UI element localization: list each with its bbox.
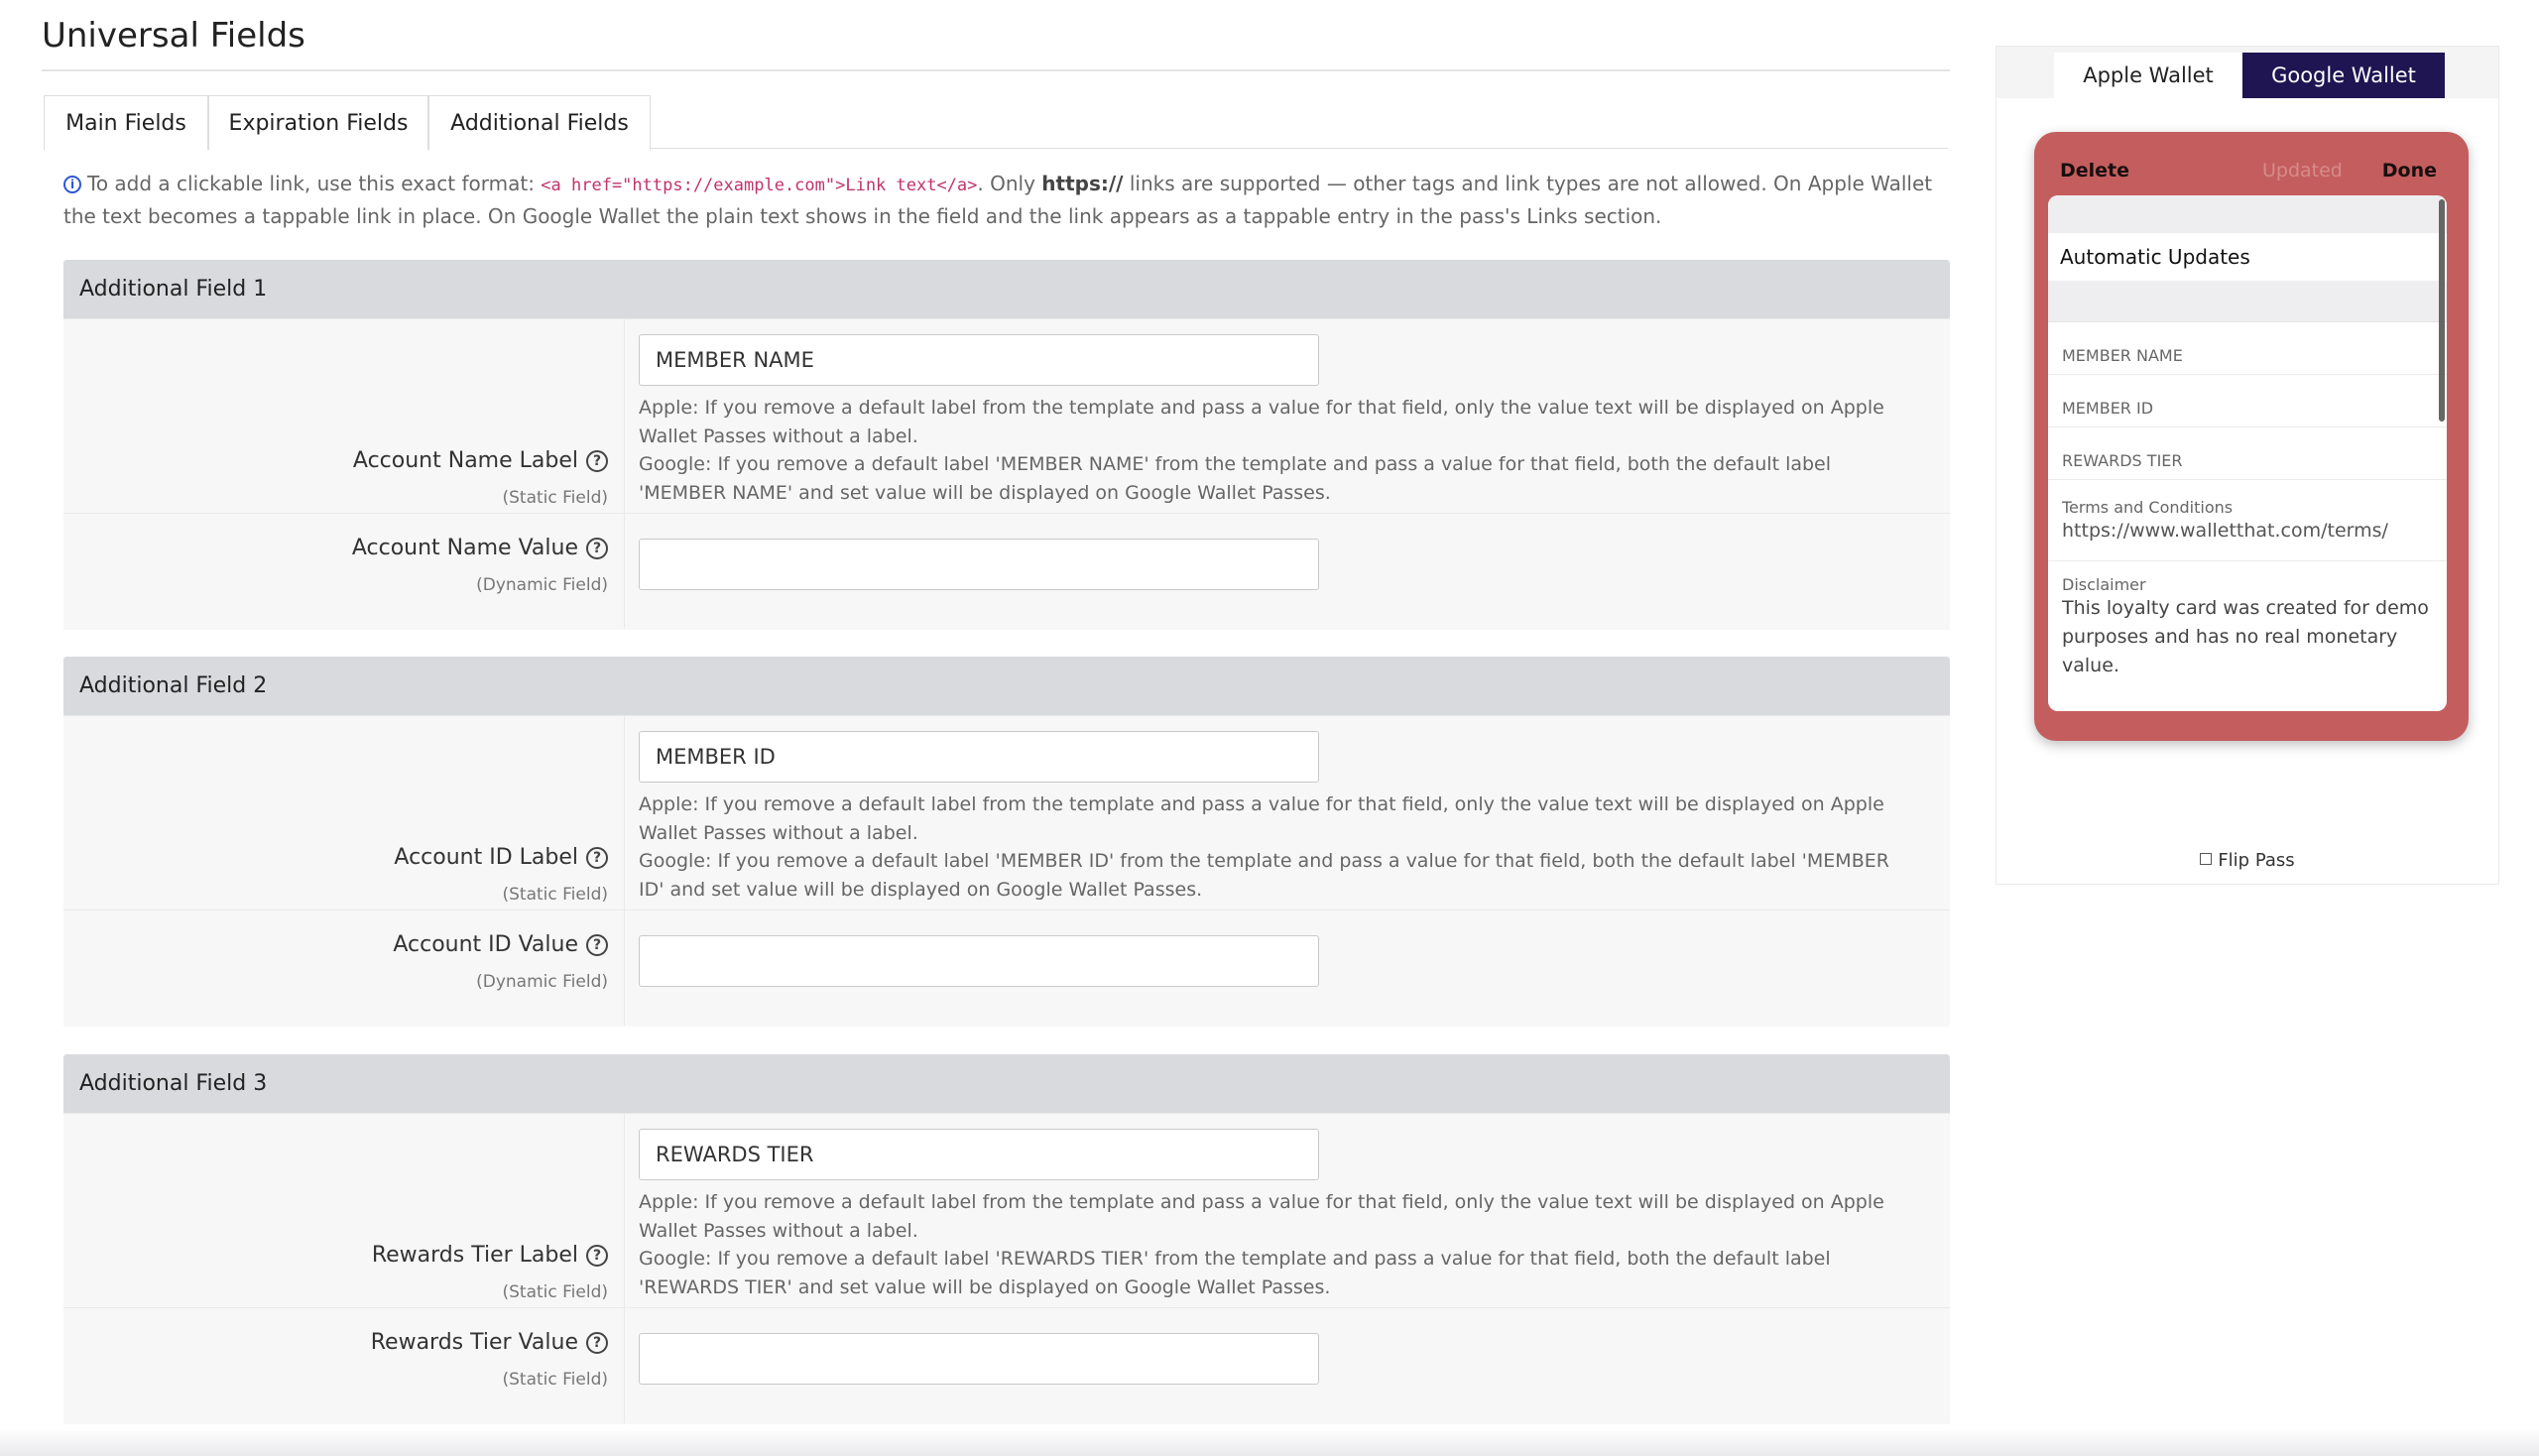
rewards-tier-value-input[interactable] [639, 1333, 1319, 1385]
page-title: Universal Fields [42, 16, 305, 56]
info-text: To add a clickable link, use this exact format: [87, 172, 542, 195]
link-format-note [63, 169, 1968, 232]
flip-pass-label: Flip Pass [2218, 850, 2295, 871]
main-content [42, 0, 1950, 1456]
google-help: Google: If you remove a default label 'MEMBER NAME' from the template and pass a value for that field, both the default label 'MEMBER NAME' and set value will be displayed on Google Wallet Passes. [639, 453, 1832, 504]
item-label: REWARDS TIER [2062, 451, 2183, 470]
field-type: (Static Field) [502, 1370, 608, 1390]
account-id-value-input[interactable] [639, 935, 1319, 987]
list-item [2048, 427, 2447, 480]
help-icon[interactable]: ? [586, 1245, 608, 1267]
help-icon[interactable]: ? [586, 847, 608, 869]
terms-link[interactable]: https://www.walletthat.com/terms/ [2062, 520, 2388, 542]
field-label-text: Account Name Label [352, 448, 578, 473]
account-name-value-input[interactable] [639, 539, 1319, 590]
info-icon: i [63, 176, 81, 193]
list-item [2048, 480, 2447, 561]
section-title: Additional Field 2 [63, 657, 1950, 715]
item-label: MEMBER NAME [2062, 346, 2183, 365]
field-row [63, 910, 1950, 1026]
section-title: Additional Field 1 [63, 260, 1950, 318]
field-row [63, 318, 1950, 513]
tab-additional-fields[interactable]: Additional Fields [428, 95, 651, 151]
field-help-text [639, 1188, 1918, 1301]
list-item [2048, 375, 2447, 427]
updated-label: Updated [2262, 160, 2343, 182]
additional-field-3 [63, 1054, 1950, 1424]
apple-wallet-tab[interactable]: Apple Wallet [2054, 53, 2242, 98]
tab-expiration-fields[interactable]: Expiration Fields [208, 95, 428, 150]
field-label [353, 448, 608, 473]
tab-main-fields[interactable]: Main Fields [44, 95, 208, 150]
field-label-text: Account Name Value [351, 536, 578, 560]
field-type: (Static Field) [502, 885, 608, 905]
field-label [352, 536, 608, 560]
flip-pass-button[interactable] [1996, 850, 2498, 871]
help-icon[interactable]: ? [586, 450, 608, 472]
https-text: https:// [1041, 172, 1124, 195]
field-label [372, 1243, 608, 1268]
google-help: Google: If you remove a default label 'MEMBER ID' from the template and pass a value for that field, both the default label 'MEMBER ID' and set value will be displayed on Google Wallet Passes. [639, 850, 1889, 901]
field-label-text: Rewards Tier Value [370, 1330, 578, 1355]
item-label: Terms and Conditions [2062, 498, 2234, 517]
done-button[interactable]: Done [2381, 160, 2437, 182]
automatic-updates-row[interactable]: Automatic Updates [2060, 245, 2250, 269]
list-item [2048, 561, 2447, 690]
field-row [63, 715, 1950, 910]
pass-preview [1995, 46, 2499, 885]
additional-field-1 [63, 260, 1950, 630]
field-type: (Static Field) [502, 1282, 608, 1302]
field-type: (Dynamic Field) [476, 575, 608, 595]
link-example-code: <a href="https://example.com">Link text</a> [541, 176, 978, 195]
pass-toolbar [2034, 132, 2469, 197]
help-icon[interactable]: ? [586, 934, 608, 956]
item-label: Disclaimer [2062, 575, 2146, 594]
info-text: links are supported — other tags and link types are not allowed. On Apple Wallet the text becomes a tappable link in place. On Google Wallet the plain text shows in the field and the link appears as a tappable entry in the pass's Links section. [63, 172, 1933, 228]
info-text: . Only [977, 172, 1042, 195]
account-id-label-input[interactable] [639, 731, 1319, 783]
flip-icon [2200, 853, 2212, 865]
field-tabs [44, 95, 1948, 149]
field-label-text: Account ID Label [394, 845, 578, 870]
scroll-fade [0, 1428, 2539, 1456]
field-label [393, 932, 608, 957]
help-icon[interactable]: ? [586, 1332, 608, 1354]
field-type: (Dynamic Field) [476, 972, 608, 992]
section-title: Additional Field 3 [63, 1054, 1950, 1113]
additional-field-2 [63, 657, 1950, 1027]
field-label [394, 845, 608, 870]
wallet-switcher [1996, 47, 2498, 98]
google-help: Google: If you remove a default label 'REWARDS TIER' from the template and pass a value for that field, both the default label 'REWARDS TIER' and set value will be displayed on Google Wallet Passes. [639, 1248, 1831, 1298]
pass-back-list[interactable] [2048, 195, 2447, 711]
field-label-text: Rewards Tier Label [371, 1243, 578, 1268]
scrollbar[interactable] [2439, 199, 2445, 422]
list-item [2048, 322, 2447, 375]
field-row [63, 1307, 1950, 1423]
google-wallet-tab[interactable]: Google Wallet [2242, 53, 2445, 98]
apple-help: Apple: If you remove a default label from the template and pass a value for that field, only the value text will be displayed on Apple Wallet Passes without a label. [639, 793, 1884, 844]
field-type: (Static Field) [502, 488, 608, 508]
pass-back-preview [2034, 132, 2469, 741]
field-row [63, 1113, 1950, 1307]
rewards-tier-label-input[interactable] [639, 1129, 1319, 1180]
help-icon[interactable]: ? [586, 538, 608, 559]
field-row [63, 513, 1950, 629]
apple-help: Apple: If you remove a default label from the template and pass a value for that field, only the value text will be displayed on Apple Wallet Passes without a label. [639, 397, 1884, 447]
delete-button[interactable]: Delete [2060, 160, 2130, 182]
field-label-text: Account ID Value [393, 932, 578, 957]
field-label [371, 1330, 608, 1355]
field-help-text [639, 394, 1918, 507]
account-name-label-input[interactable] [639, 334, 1319, 386]
apple-help: Apple: If you remove a default label from the template and pass a value for that field, only the value text will be displayed on Apple Wallet Passes without a label. [639, 1191, 1884, 1242]
field-help-text [639, 790, 1918, 904]
item-value: This loyalty card was created for demo purposes and has no real monetary value. [2062, 597, 2429, 676]
title-divider [42, 69, 1950, 71]
item-label: MEMBER ID [2062, 399, 2154, 418]
